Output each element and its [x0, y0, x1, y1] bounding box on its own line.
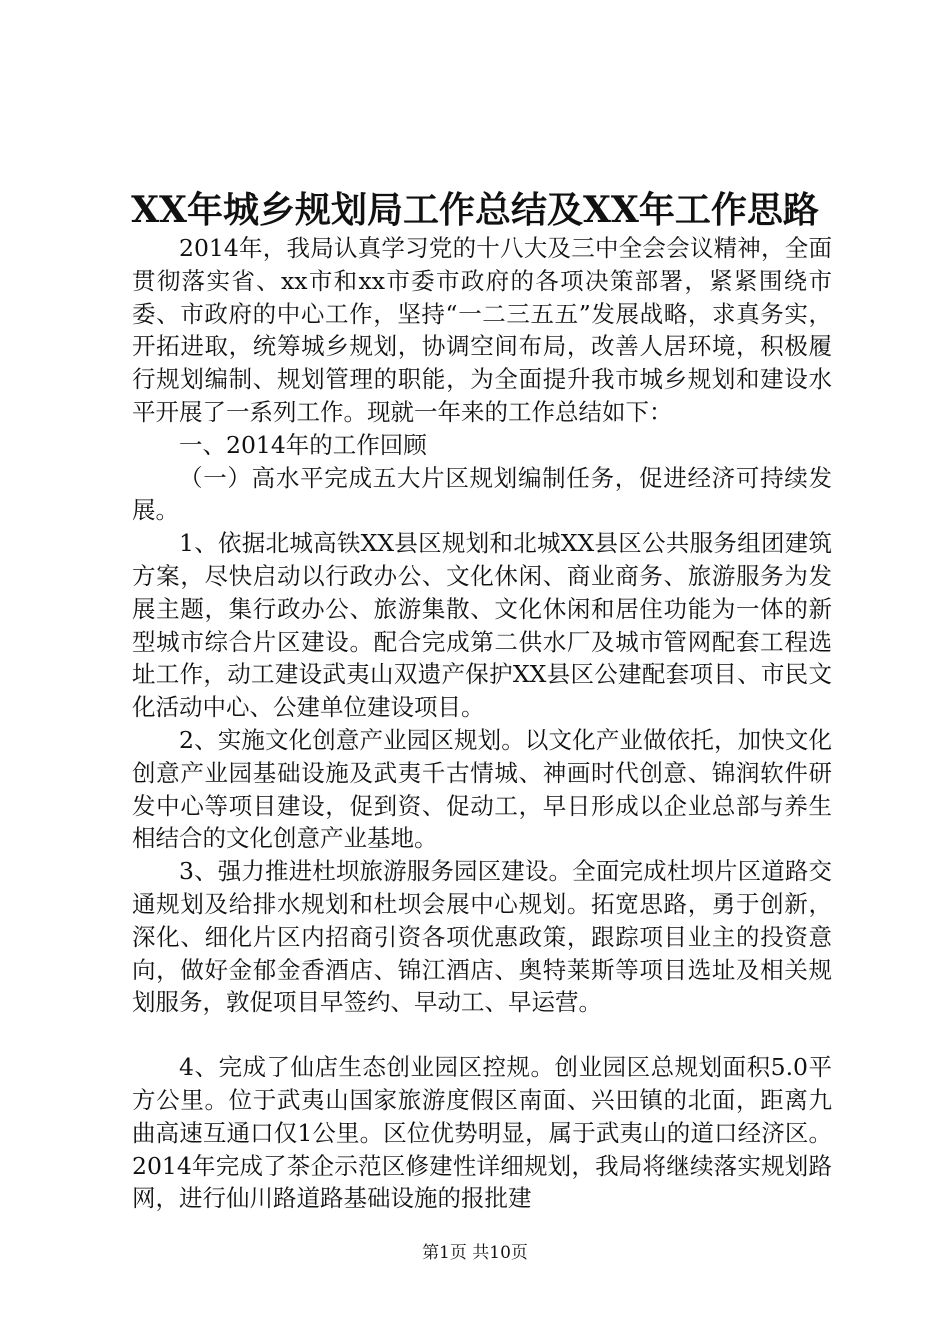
paragraph-item-3: 3、强力推进杜坝旅游服务园区建设。全面完成杜坝片区道路交通规划及给排水规划和杜坝会展中心规划。拓宽思路，勇于创新，深化、细化片区内招商引资各项优惠政策，跟踪项目业主的投资意向，做好金郁金香酒店、锦江酒店、奥特莱斯等项目选址及相关规划服务，敦促项目早签约、早动工、早运营。 [132, 857, 832, 1017]
document-body [132, 232, 832, 1215]
paragraph-item-2: 2、实施文化创意产业园区规划。以文化产业做依托，加快文化创意产业园基础设施及武夷千古情城、神画时代创意、锦润软件研发中心等项目建设，促到资、促动工，早日形成以企业总部与养生相结合的文化创意产业基地。 [132, 725, 832, 853]
paragraph-intro: 2014年，我局认真学习党的十八大及三中全会会议精神，全面贯彻落实省、xx市和xx市委市政府的各项决策部署，紧紧围绕市委、市政府的中心工作，坚持“一二三五五”发展战略，求真务实，开拓进取，统筹城乡规划，协调空间布局，改善人居环境，积极履行规划编制、规划管理的职能，为全面提升我市城乡规划和建设水平开展了一系列工作。现就一年来的工作总结如下： [132, 234, 832, 426]
document-title: XX年城乡规划局工作总结及XX年工作思路 [131, 189, 819, 231]
subsection-heading: （一）高水平完成五大片区规划编制任务，促进经济可持续发展。 [132, 463, 832, 525]
section-heading: 一、2014年的工作回顾 [179, 430, 427, 459]
paragraph-item-4: 4、完成了仙店生态创业园区控规。创业园区总规划面积5.0平方公里。位于武夷山国家旅游度假区南面、兴田镇的北面，距离九曲高速互通口仅1公里。区位优势明显，属于武夷山的道口经济区。2014年完成了茶企示范区修建性详细规划，我局将继续落实规划路网，进行仙川路道路基础设施的报批建 [132, 1053, 832, 1213]
page-footer: 第1页 共10页 [422, 1243, 528, 1263]
paragraph-item-1: 1、依据北城高铁XX县区规划和北城XX县区公共服务组团建筑方案，尽快启动以行政办公、文化休闲、商业商务、旅游服务为发展主题，集行政办公、旅游集散、文化休闲和居住功能为一体的新型城市综合片区建设。配合完成第二供水厂及城市管网配套工程选址工作，动工建设武夷山双遗产保护XX县区公建配套项目、市民文化活动中心、公建单位建设项目。 [132, 529, 832, 722]
